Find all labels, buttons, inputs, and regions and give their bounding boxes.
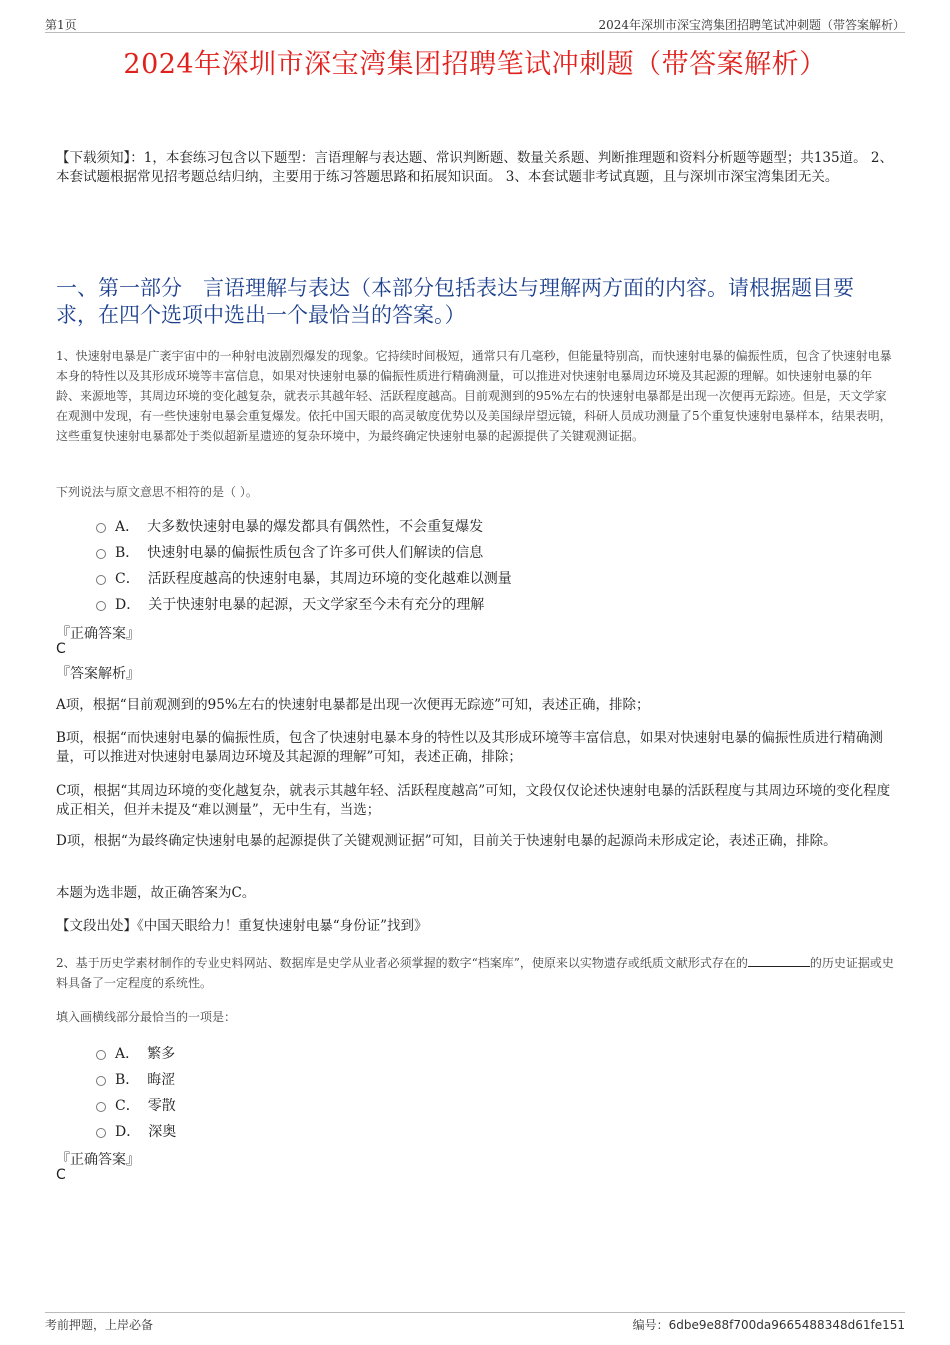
radio-icon[interactable] xyxy=(96,549,106,559)
q1-answer-label: 『正确答案』 xyxy=(56,626,140,642)
option-letter: D． xyxy=(115,597,141,613)
page-title: 2024年深圳市深宝湾集团招聘笔试冲刺题（带答案解析） xyxy=(123,49,827,80)
radio-icon[interactable] xyxy=(96,575,106,585)
q2-option-b[interactable] xyxy=(96,1069,175,1089)
option-text: 活跃程度越高的快速射电暴，其周边环境的变化越难以测量 xyxy=(147,571,512,587)
q2-passage-before: 2、基于历史学素材制作的专业史料网站、数据库是史学从业者必须掌握的数字“档案库”，使原来以实物遗存或纸质文献形式存在的 xyxy=(56,956,748,970)
q1-analysis-d: D项，根据“为最终确定快速射电暴的起源提供了关键观测证据”可知，目前关于快速射电暴的起源尚未形成定论，表述正确，排除。 xyxy=(56,833,837,849)
radio-icon[interactable] xyxy=(96,1128,106,1138)
code-value: 6dbe9e88f700da9665488348d61fe151 xyxy=(668,1318,905,1332)
q1-option-a[interactable] xyxy=(96,516,483,536)
q1-analysis-a: A项，根据“目前观测到的95%左右的快速射电暴都是出现一次便再无踪迹”可知，表述正确，排除； xyxy=(56,697,650,713)
page-number: 第1页 xyxy=(45,18,77,32)
q1-option-c[interactable] xyxy=(96,568,512,588)
page-header xyxy=(45,14,905,33)
q2-passage xyxy=(56,953,895,993)
fill-blank xyxy=(748,956,810,967)
q2-prompt: 填入画横线部分最恰当的一项是： xyxy=(56,1010,237,1024)
page-footer xyxy=(45,1312,905,1333)
q2-option-a[interactable] xyxy=(96,1043,175,1063)
code-label: 编号： xyxy=(632,1318,669,1332)
q1-option-d[interactable] xyxy=(96,594,484,614)
radio-icon[interactable] xyxy=(96,601,106,611)
radio-icon[interactable] xyxy=(96,523,106,533)
q1-prompt: 下列说法与原文意思不相符的是（ ）。 xyxy=(56,485,258,499)
option-letter: A． xyxy=(115,519,140,535)
option-text: 快速射电暴的偏振性质包含了许多可供人们解读的信息 xyxy=(147,545,484,561)
q2-passage-after: 的历史证据或史料具备了一定程度的系统性。 xyxy=(56,956,894,990)
option-letter: B． xyxy=(115,1072,140,1088)
radio-icon[interactable] xyxy=(96,1076,106,1086)
option-text: 大多数快速射电暴的爆发都具有偶然性，不会重复爆发 xyxy=(147,519,484,535)
section-heading: 一、第一部分 言语理解与表达（本部分包括表达与理解两方面的内容。请根据题目要求，在四个选项中选出一个最恰当的答案。） xyxy=(56,276,854,327)
option-letter: C． xyxy=(115,571,140,587)
option-text: 深奥 xyxy=(148,1124,177,1140)
q1-analysis-b: B项，根据“而快速射电暴的偏振性质，包含了快速射电暴本身的特性以及其形成环境等丰富信息，如果对快速射电暴的偏振性质进行精确测量，可以推进对快速射电暴周边环境及其起源的理解”可知，表述正确，排除； xyxy=(56,730,883,765)
q1-analysis-label: 『答案解析』 xyxy=(56,666,140,682)
q1-option-b[interactable] xyxy=(96,542,483,562)
download-notice: 【下载须知】：1，本套练习包含以下题型：言语理解与表达题、常识判断题、数量关系题、判断推理题和资料分析题等题型；共135道。 2、本套试题根据常见招考题总结归纳，主要用于练习答题思路和拓展知识面。 3、本套试题非考试真题，且与深圳市深宝湾集团无关。 xyxy=(56,150,893,185)
footer-slogan: 考前押题，上岸必备 xyxy=(45,1318,154,1332)
option-text: 关于快速射电暴的起源，天文学家至今未有充分的理解 xyxy=(148,597,485,613)
option-letter: A． xyxy=(115,1046,140,1062)
q1-passage: 1、快速射电暴是广袤宇宙中的一种射电波剧烈爆发的现象。它持续时间极短，通常只有几毫秒，但能量特别高，而快速射电暴的偏振性质，包含了快速射电暴本身的特性以及其形成环境等丰富信息，如果对快速射电暴的偏振性质进行精确测量，可以推进对快速射电暴周边环境及其起源的理解。如快速射电暴的年龄、来源地等，其周边环境的变化越复杂，就表示其越年轻、活跃程度越高。目前观测到的95%左右的快速射电暴都是出现一次便再无踪迹。但是，天文学家在观测中发现，有一些快速射电暴会重复爆发。依托中国天眼的高灵敏度优势以及美国绿岸望远镜，科研人员成功测量了5个重复快速射电暴样本，结果表明，这些重复快速射电暴都处于类似超新星遗迹的复杂环境中，为最终确定快速射电暴的起源提供了关键观测证据。 xyxy=(56,349,892,443)
option-text: 晦涩 xyxy=(147,1072,176,1088)
header-doc-title: 2024年深圳市深宝湾集团招聘笔试冲刺题（带答案解析） xyxy=(598,18,905,32)
option-letter: B． xyxy=(115,545,140,561)
option-text: 繁多 xyxy=(147,1046,176,1062)
q2-option-d[interactable] xyxy=(96,1121,176,1141)
radio-icon[interactable] xyxy=(96,1102,106,1112)
q2-answer-label: 『正确答案』 xyxy=(56,1152,140,1168)
radio-icon[interactable] xyxy=(96,1050,106,1060)
q1-source: 【文段出处】《中国天眼给力！重复快速射电暴“身份证”找到》 xyxy=(56,918,428,934)
q1-answer: C xyxy=(56,641,66,657)
q2-option-c[interactable] xyxy=(96,1095,176,1115)
footer-code xyxy=(633,1316,905,1333)
option-letter: D． xyxy=(115,1124,141,1140)
q1-analysis-c: C项，根据“其周边环境的变化越复杂，就表示其越年轻、活跃程度越高”可知，文段仅仅论述快速射电暴的活跃程度与其周边环境的变化程度成正相关，但并未提及“难以测量”，无中生有，当选； xyxy=(56,783,891,818)
option-letter: C． xyxy=(115,1098,140,1114)
option-text: 零散 xyxy=(147,1098,176,1114)
q2-answer: C xyxy=(56,1167,66,1183)
q1-conclusion: 本题为选非题，故正确答案为C。 xyxy=(56,885,256,901)
